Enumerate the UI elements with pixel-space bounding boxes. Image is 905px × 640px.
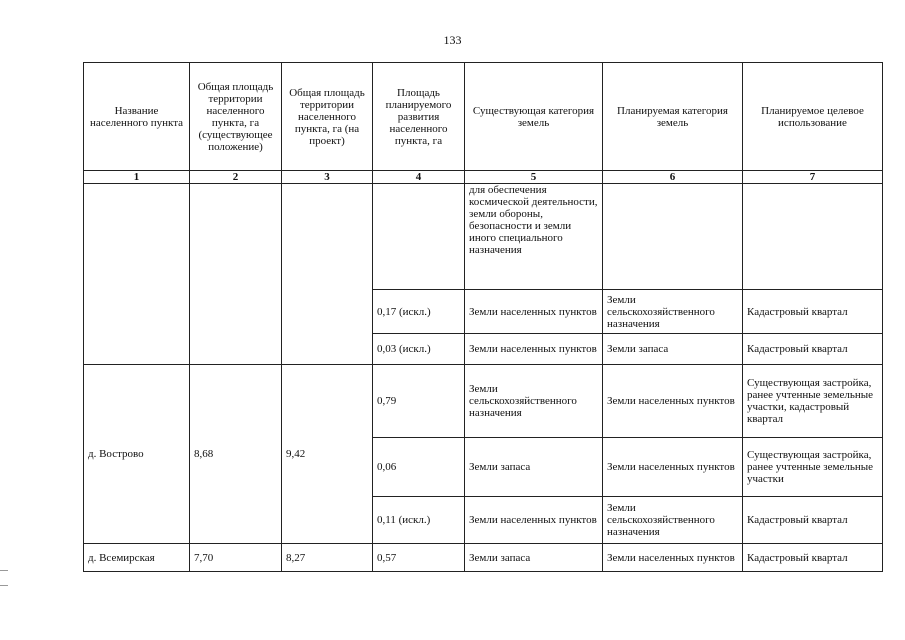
header-existing-category: Существующая категория земель	[465, 63, 603, 171]
column-number: 3	[282, 171, 373, 184]
planned-category-cell: Земли населенных пунктов	[603, 365, 743, 438]
scan-mark	[0, 585, 8, 586]
table-row	[84, 544, 883, 572]
planned-use-cell: Кадастровый квартал	[743, 290, 883, 334]
planned-use-cell	[743, 184, 883, 290]
column-number: 7	[743, 171, 883, 184]
area-project-cell: 9,42	[282, 365, 373, 544]
planned-development-area-cell: 0,79	[373, 365, 465, 438]
column-number: 2	[190, 171, 282, 184]
header-planned-use: Планируемое целевое использование	[743, 63, 883, 171]
planned-use-cell: Кадастровый квартал	[743, 334, 883, 365]
settlement-name-cell: д. Вострово	[84, 365, 190, 544]
land-use-table	[83, 62, 883, 572]
area-existing-cell: 8,68	[190, 365, 282, 544]
existing-category-cell: Земли запаса	[465, 438, 603, 497]
column-number: 5	[465, 171, 603, 184]
existing-category-cell: Земли сельскохозяйственного назначения	[465, 365, 603, 438]
existing-category-cell: Земли населенных пунктов	[465, 334, 603, 365]
settlement-name-cell: д. Всемирская	[84, 544, 190, 572]
header-row	[84, 63, 883, 171]
column-number: 6	[603, 171, 743, 184]
planned-category-cell: Земли сельскохозяйственного назначения	[603, 497, 743, 544]
page-number: 133	[443, 33, 462, 47]
header-area-project: Общая площадь территории населенного пункта, га (на проект)	[282, 63, 373, 171]
planned-category-cell	[603, 184, 743, 290]
area-existing-cell	[190, 184, 282, 365]
planned-development-area-cell: 0,17 (искл.)	[373, 290, 465, 334]
planned-use-cell: Существующая застройка, ранее учтенные земельные участки	[743, 438, 883, 497]
header-settlement-name: Название населенного пункта	[84, 63, 190, 171]
planned-development-area-cell: 0,57	[373, 544, 465, 572]
header-planned-category: Планируемая категория земель	[603, 63, 743, 171]
planned-development-area-cell: 0,11 (искл.)	[373, 497, 465, 544]
area-project-cell: 8,27	[282, 544, 373, 572]
area-existing-cell: 7,70	[190, 544, 282, 572]
planned-development-area-cell: 0,06	[373, 438, 465, 497]
table-row	[84, 365, 883, 438]
planned-use-cell: Существующая застройка, ранее учтенные земельные участки, кадастровый квартал	[743, 365, 883, 438]
planned-category-cell: Земли сельскохозяйственного назначения	[603, 290, 743, 334]
header-area-existing: Общая площадь территории населенного пункта, га (существующее положение)	[190, 63, 282, 171]
planned-development-area-cell	[373, 184, 465, 290]
settlement-name-cell	[84, 184, 190, 365]
planned-category-cell: Земли запаса	[603, 334, 743, 365]
column-number: 4	[373, 171, 465, 184]
existing-category-cell: для обеспечения космической деятельности, земли обороны, безопасности и земли иного специального назначения	[465, 184, 603, 290]
existing-category-cell: Земли населенных пунктов	[465, 290, 603, 334]
planned-use-cell: Кадастровый квартал	[743, 544, 883, 572]
header-planned-development-area: Площадь планируемого развития населенного пункта, га	[373, 63, 465, 171]
planned-category-cell: Земли населенных пунктов	[603, 544, 743, 572]
existing-category-cell: Земли запаса	[465, 544, 603, 572]
planned-use-cell: Кадастровый квартал	[743, 497, 883, 544]
planned-category-cell: Земли населенных пунктов	[603, 438, 743, 497]
table-row	[84, 184, 883, 290]
column-number: 1	[84, 171, 190, 184]
scan-mark	[0, 570, 8, 571]
column-number-row	[84, 171, 883, 184]
existing-category-cell: Земли населенных пунктов	[465, 497, 603, 544]
area-project-cell	[282, 184, 373, 365]
planned-development-area-cell: 0,03 (искл.)	[373, 334, 465, 365]
